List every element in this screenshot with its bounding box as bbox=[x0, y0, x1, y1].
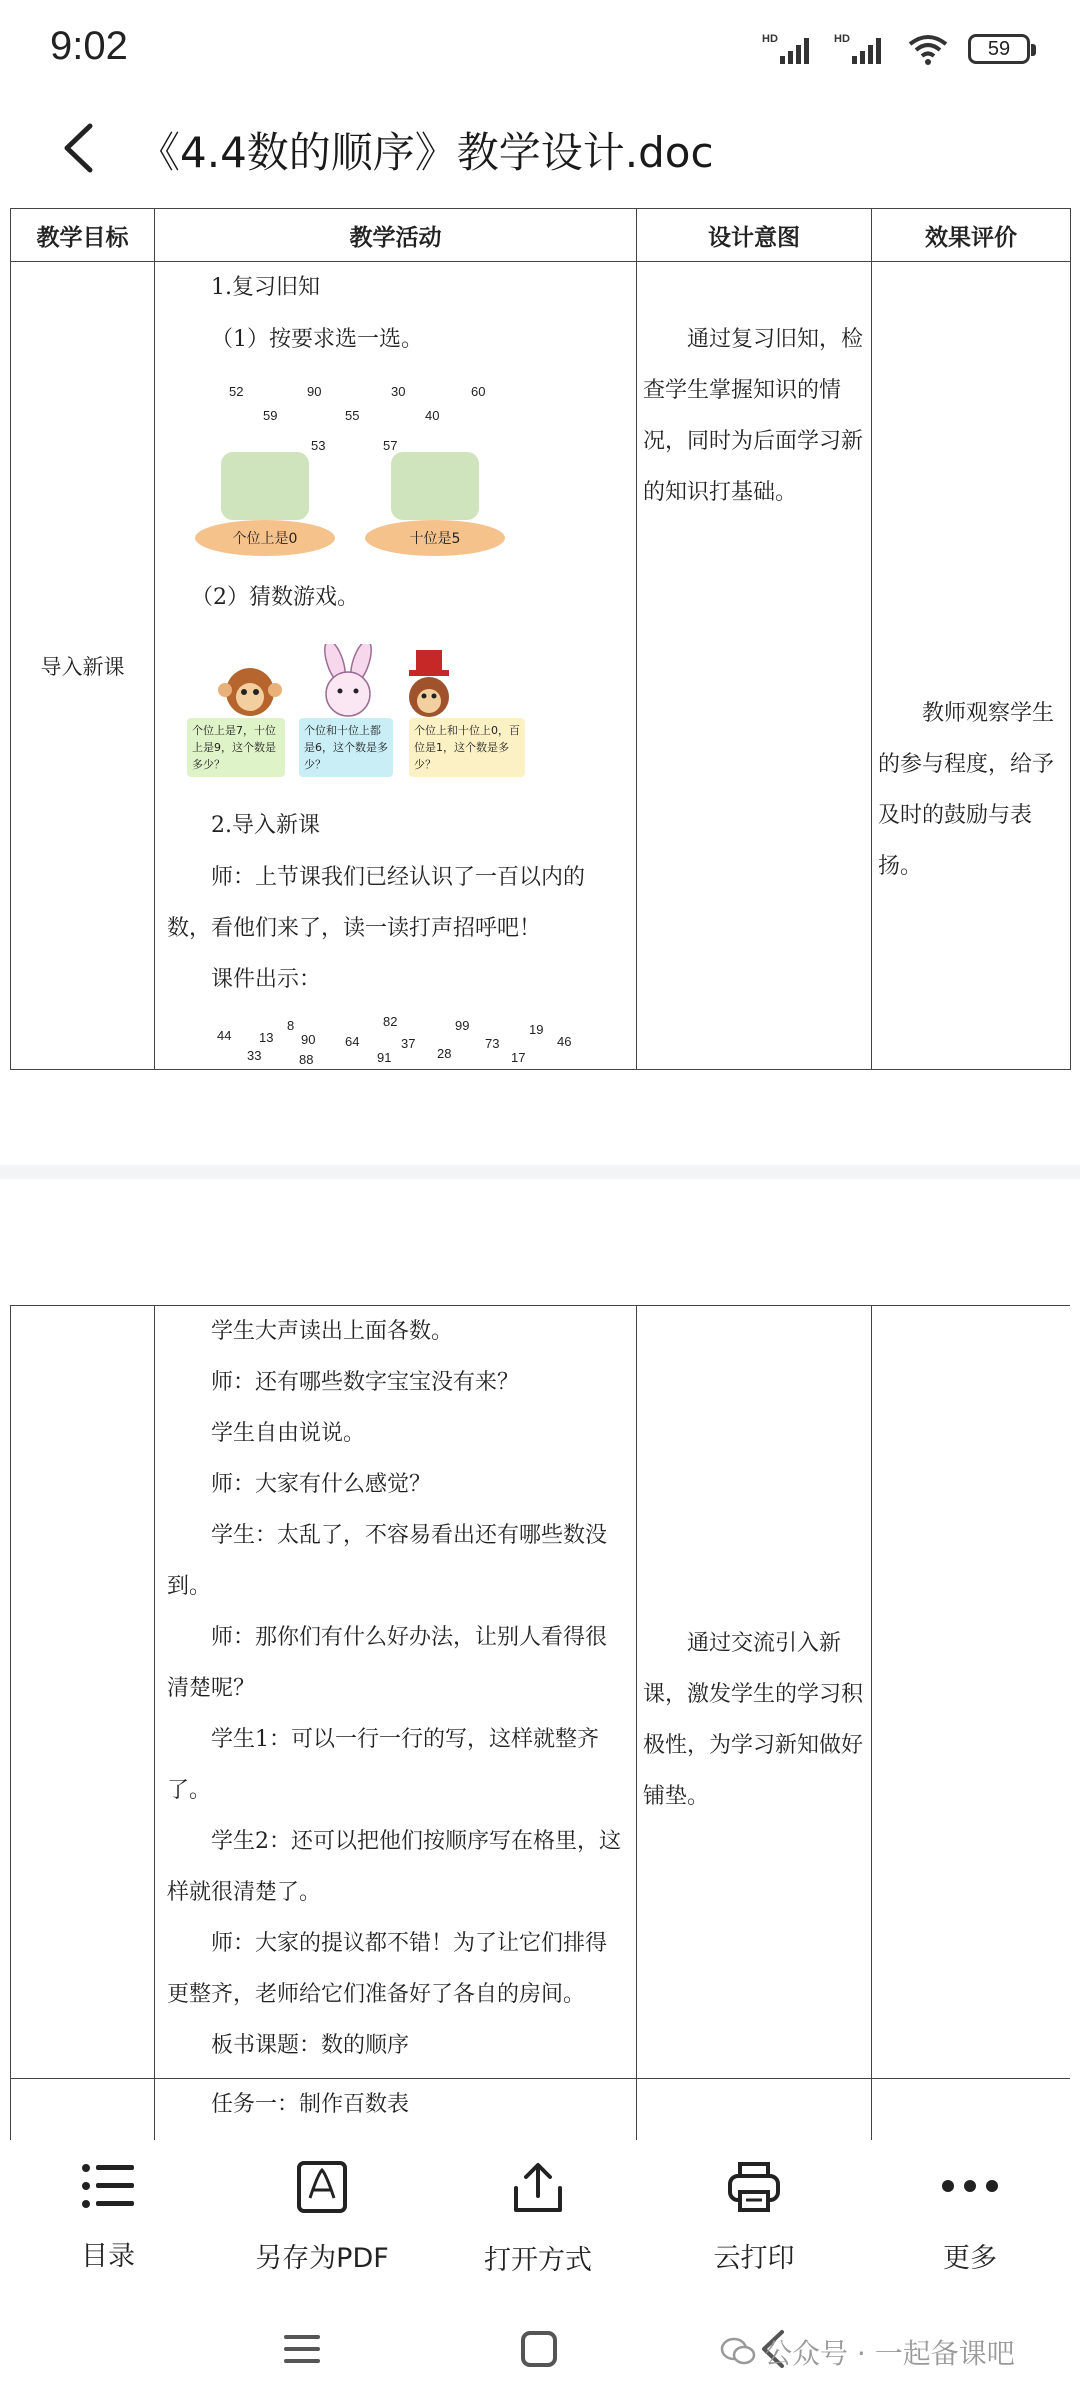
dialogue-line: 学生：太乱了，不容易看出还有哪些数没到。 bbox=[167, 1523, 608, 1599]
toolbar-label: 另存为PDF bbox=[255, 2243, 389, 2274]
system-nav-bar bbox=[0, 2290, 1080, 2401]
evaluation-cell bbox=[872, 262, 1071, 1070]
number-item: 59 bbox=[263, 408, 278, 423]
toolbar-label: 打开方式 bbox=[484, 2245, 592, 2276]
number-item: 88 bbox=[299, 1052, 314, 1067]
goal-cell bbox=[11, 262, 155, 1070]
status-icons bbox=[762, 32, 1030, 66]
table-header-row bbox=[11, 209, 1071, 262]
review-title: 1.复习旧知 bbox=[211, 275, 320, 300]
number-item: 52 bbox=[229, 384, 244, 399]
number-item: 40 bbox=[425, 408, 440, 423]
toolbar-more-button[interactable] bbox=[890, 2160, 1050, 2275]
table-row bbox=[11, 262, 1071, 1070]
title-bar bbox=[0, 110, 1080, 190]
dialogue-line: 师：还有哪些数字宝宝没有来？ bbox=[211, 1370, 520, 1395]
dialogue-line: 师：大家的提议都不错！为了让它们排得更整齐，老师给它们准备好了各自的房间。 bbox=[167, 1931, 608, 2007]
toolbar-label: 目录 bbox=[81, 2241, 135, 2272]
activity-cell bbox=[155, 262, 637, 1070]
question-2: （2）猜数游戏。 bbox=[191, 585, 359, 610]
dialogue-line: 师：大家有什么感觉？ bbox=[211, 1472, 432, 1497]
task-line: 任务一：制作百数表 bbox=[211, 2092, 410, 2117]
intent-cell bbox=[637, 262, 872, 1070]
recent-apps-icon[interactable] bbox=[282, 2332, 322, 2366]
wechat-icon bbox=[720, 2337, 756, 2367]
watermark bbox=[720, 2332, 1015, 2372]
toolbar-label: 更多 bbox=[943, 2243, 997, 2274]
goal-cell-empty bbox=[11, 2079, 155, 2141]
signal-icon-2 bbox=[834, 32, 888, 66]
number-item: 30 bbox=[391, 384, 406, 399]
number-item: 57 bbox=[383, 438, 398, 453]
evaluation-cell-empty bbox=[872, 1306, 1071, 2079]
document-title: 《4.4数的顺序》教学设计.doc bbox=[138, 128, 714, 177]
share-icon bbox=[510, 2160, 566, 2216]
wifi-icon bbox=[906, 32, 950, 66]
number-item: 60 bbox=[471, 384, 486, 399]
lesson-table-1 bbox=[10, 208, 1071, 1070]
activity-cell bbox=[155, 2079, 637, 2141]
goal-label: 导入新课 bbox=[40, 654, 125, 679]
number-item: 55 bbox=[345, 408, 360, 423]
number-item: 13 bbox=[259, 1030, 274, 1045]
toolbar-save-pdf-button[interactable] bbox=[242, 2160, 402, 2275]
number-item: 53 bbox=[311, 438, 326, 453]
number-item: 17 bbox=[511, 1050, 526, 1065]
back-arrow-icon[interactable] bbox=[55, 118, 105, 178]
number-item: 19 bbox=[529, 1022, 544, 1037]
header-activity: 教学活动 bbox=[155, 209, 637, 262]
number-item: 64 bbox=[345, 1034, 360, 1049]
signal-icon bbox=[762, 32, 816, 66]
page-separator bbox=[0, 1165, 1080, 1179]
intent-cell bbox=[637, 1306, 872, 2079]
bottom-toolbar bbox=[0, 2140, 1080, 2290]
status-bar bbox=[0, 0, 1080, 100]
header-goal: 教学目标 bbox=[11, 209, 155, 262]
number-item: 28 bbox=[437, 1046, 452, 1061]
rabbit-icon bbox=[321, 644, 376, 716]
dialogue-line: 学生1：可以一行一行的写，这样就整齐了。 bbox=[167, 1727, 599, 1803]
intent-cell-empty bbox=[637, 2079, 872, 2141]
number-item: 44 bbox=[217, 1028, 232, 1043]
monkey-icon bbox=[218, 668, 282, 716]
monkey-hat-icon bbox=[409, 650, 449, 717]
evaluation-text: 教师观察学生的参与程度，给予及时的鼓励与表扬。 bbox=[878, 701, 1055, 879]
label-tens-five: 十位是5 bbox=[365, 520, 505, 556]
svg-text:HD: HD bbox=[762, 33, 778, 45]
list-icon bbox=[80, 2160, 136, 2212]
svg-text:HD: HD bbox=[834, 33, 850, 45]
intent-text: 通过交流引入新课，激发学生的学习积极性，为学习新知做好铺垫。 bbox=[643, 1631, 864, 1809]
number-item: 90 bbox=[307, 384, 322, 399]
status-time: 9:02 bbox=[50, 24, 128, 68]
dialogue-line: 学生自由说说。 bbox=[211, 1421, 366, 1446]
number-item: 73 bbox=[485, 1036, 500, 1051]
document-page-2 bbox=[10, 1305, 1070, 2140]
number-item: 99 bbox=[455, 1018, 470, 1033]
watermark-text: 公众号 · 一起备课吧 bbox=[764, 2337, 1015, 2370]
goal-cell-empty bbox=[11, 1306, 155, 2079]
question-1: （1）按要求选一选。 bbox=[211, 327, 423, 352]
speech-bubble-3: 个位上和十位上0，百位是1，这个数是多少？ bbox=[409, 718, 525, 777]
battery-indicator: 59 bbox=[968, 34, 1030, 64]
speech-bubble-2: 个位和十位上都是6，这个数是多少？ bbox=[299, 718, 393, 777]
number-item: 82 bbox=[383, 1014, 398, 1029]
number-item: 33 bbox=[247, 1048, 262, 1063]
lesson-table-2 bbox=[10, 1305, 1070, 2140]
pdf-icon bbox=[296, 2160, 348, 2214]
activity-cell bbox=[155, 1306, 637, 2079]
document-page-1 bbox=[10, 208, 1070, 1070]
header-evaluation: 效果评价 bbox=[872, 209, 1071, 262]
dialogue-line: 师：那你们有什么好办法，让别人看得很清楚呢？ bbox=[167, 1625, 608, 1701]
number-item: 46 bbox=[557, 1034, 572, 1049]
cartoon-animals-image bbox=[195, 644, 455, 720]
dialogue-line: 学生2：还可以把他们按顺序写在格里，这样就很清楚了。 bbox=[167, 1829, 621, 1905]
home-icon[interactable] bbox=[520, 2330, 558, 2368]
number-item: 8 bbox=[287, 1018, 295, 1033]
intent-text: 通过复习旧知，检查学生掌握知识的情况，同时为后面学习新的知识打基础。 bbox=[643, 327, 864, 505]
intro-text: 师：上节课我们已经认识了一百以内的数，看他们来了，读一读打声招呼吧！ bbox=[167, 865, 586, 941]
printer-icon bbox=[726, 2160, 782, 2214]
speech-bubble-1: 个位上是7，十位上是9，这个数是多少？ bbox=[187, 718, 285, 777]
intro-title: 2.导入新课 bbox=[211, 813, 320, 838]
answer-box-left bbox=[221, 452, 309, 520]
evaluation-cell-empty bbox=[872, 2079, 1071, 2141]
more-icon bbox=[938, 2160, 1002, 2214]
toolbar-cloud-print-button[interactable] bbox=[674, 2160, 834, 2275]
table-row bbox=[11, 2079, 1071, 2141]
header-intent: 设计意图 bbox=[637, 209, 872, 262]
dialogue-line: 板书课题：数的顺序 bbox=[211, 2033, 410, 2058]
number-item: 37 bbox=[401, 1036, 416, 1051]
dialogue-line: 学生大声读出上面各数。 bbox=[211, 1319, 454, 1344]
toolbar-label: 云打印 bbox=[713, 2243, 795, 2274]
answer-box-right bbox=[391, 452, 479, 520]
toolbar-open-with-button[interactable] bbox=[458, 2160, 618, 2277]
number-item: 91 bbox=[377, 1050, 392, 1065]
toolbar-catalog-button[interactable] bbox=[28, 2160, 188, 2273]
number-item: 90 bbox=[301, 1032, 316, 1047]
courseware-label: 课件出示： bbox=[211, 967, 322, 992]
label-ones-zero: 个位上是0 bbox=[195, 520, 335, 556]
table-row bbox=[11, 1306, 1071, 2079]
